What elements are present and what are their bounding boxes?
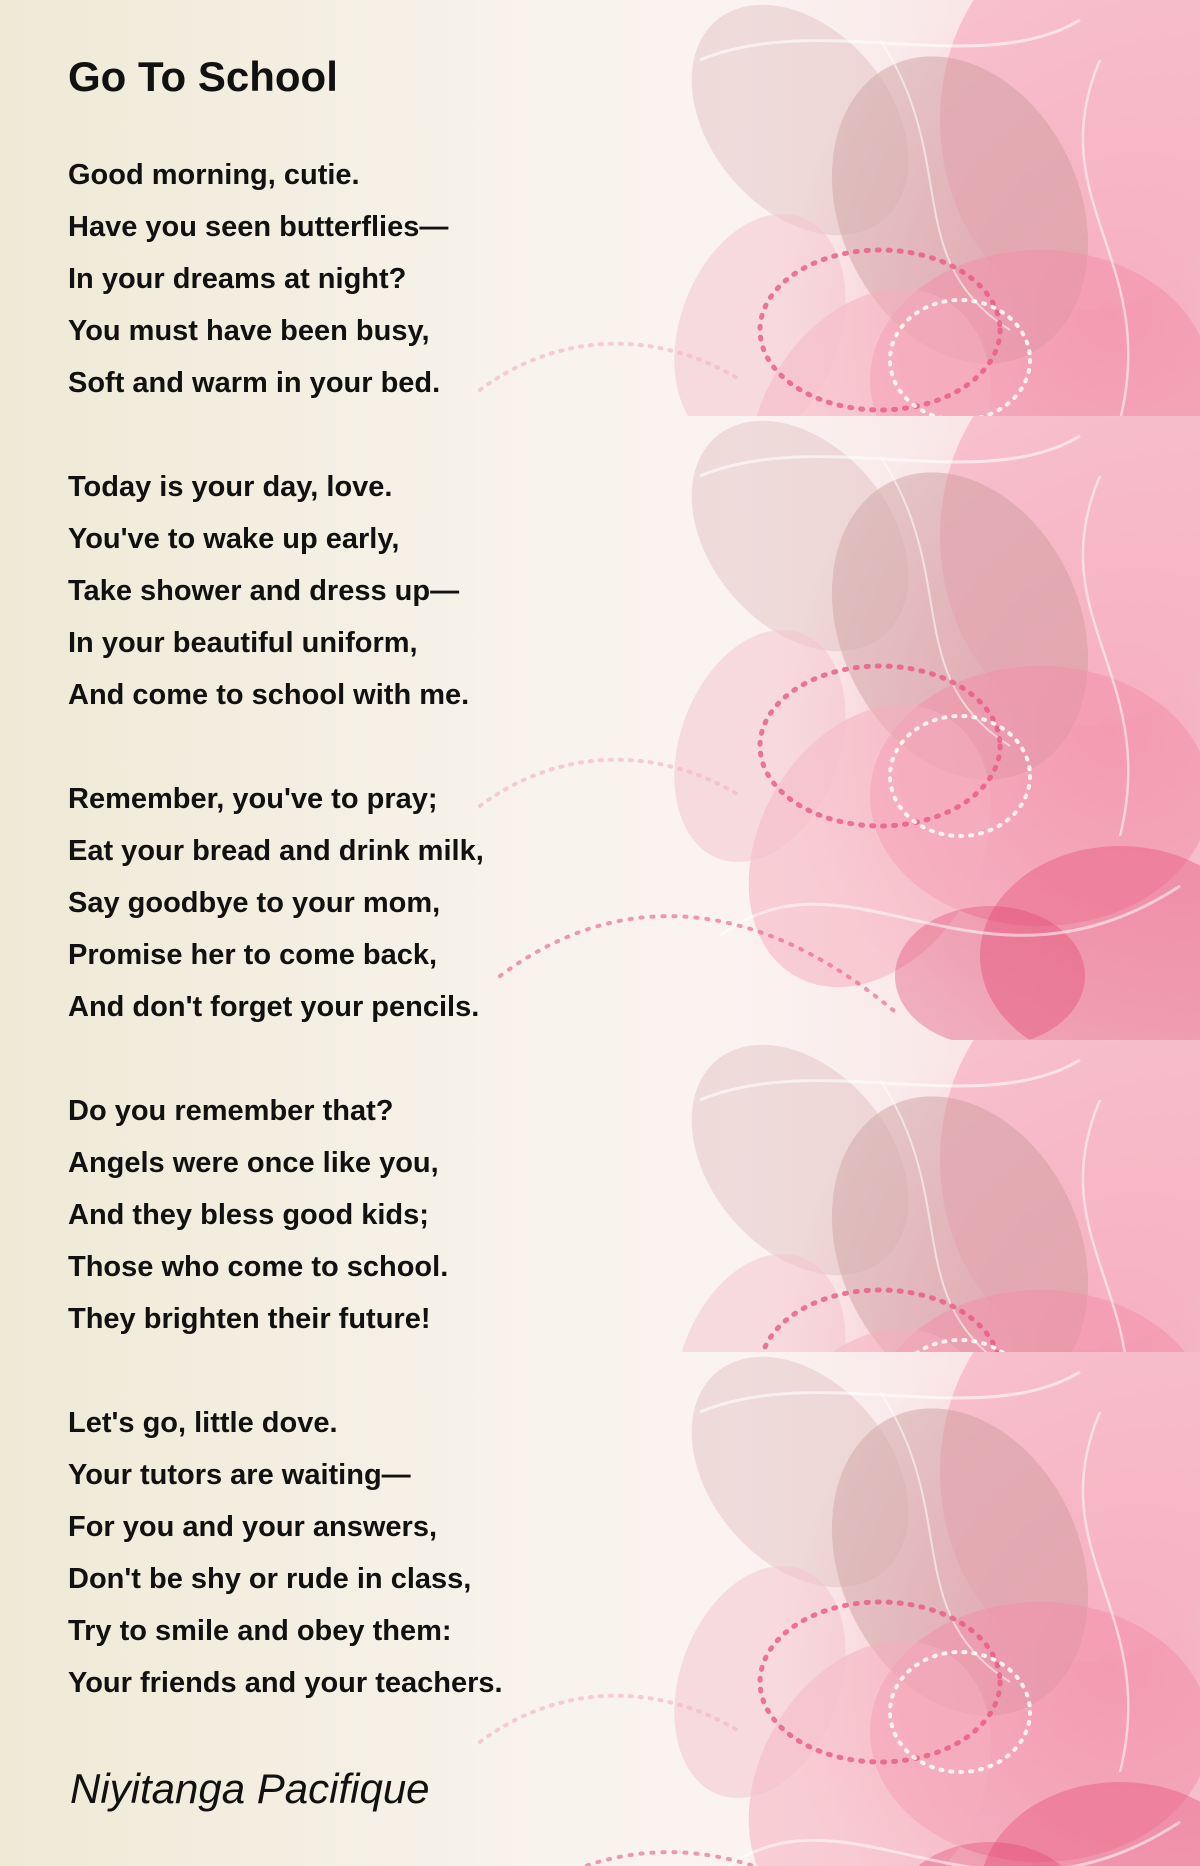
poem-line: Your friends and your teachers. <box>68 1667 503 1699</box>
poem-line: Have you seen butterflies— <box>68 211 449 243</box>
poem-line: Soft and warm in your bed. <box>68 367 441 399</box>
poem-line: Try to smile and obey them: <box>68 1615 452 1647</box>
poem-line: Do you remember that? <box>68 1095 394 1127</box>
stanza-4 <box>68 1085 448 1345</box>
poem-line: And they bless good kids; <box>68 1199 429 1231</box>
poem-line: For you and your answers, <box>68 1511 438 1543</box>
poem-line: And don't forget your pencils. <box>68 991 480 1023</box>
poem-line: Good morning, cutie. <box>68 159 360 191</box>
stanza-2 <box>68 461 469 721</box>
poem-line: Take shower and dress up— <box>68 575 460 607</box>
poem-line: Remember, you've to pray; <box>68 783 438 815</box>
poem-line: Don't be shy or rude in class, <box>68 1563 472 1595</box>
poem-line: Say goodbye to your mom, <box>68 887 441 919</box>
stanza-5 <box>68 1397 503 1709</box>
poem-line: Eat your bread and drink milk, <box>68 835 484 867</box>
poem-line: You've to wake up early, <box>68 523 400 555</box>
poem-line: Those who come to school. <box>68 1251 449 1283</box>
poem-line: In your dreams at night? <box>68 263 407 295</box>
poem-line: They brighten their future! <box>68 1303 431 1335</box>
poem-title: Go To School <box>68 53 338 100</box>
stanza-3 <box>68 773 484 1033</box>
poem-line: In your beautiful uniform, <box>68 627 418 659</box>
poem-line: Promise her to come back, <box>68 939 438 971</box>
poem-line: Today is your day, love. <box>68 471 393 503</box>
poem-author: Niyitanga Pacifique <box>70 1765 430 1812</box>
poem-line: Your tutors are waiting— <box>68 1459 411 1491</box>
poem-line: Angels were once like you, <box>68 1147 439 1179</box>
poem-line: Let's go, little dove. <box>68 1407 338 1439</box>
poem-line: You must have been busy, <box>68 315 430 347</box>
poem-line: And come to school with me. <box>68 679 470 711</box>
stanza-1 <box>68 149 448 409</box>
